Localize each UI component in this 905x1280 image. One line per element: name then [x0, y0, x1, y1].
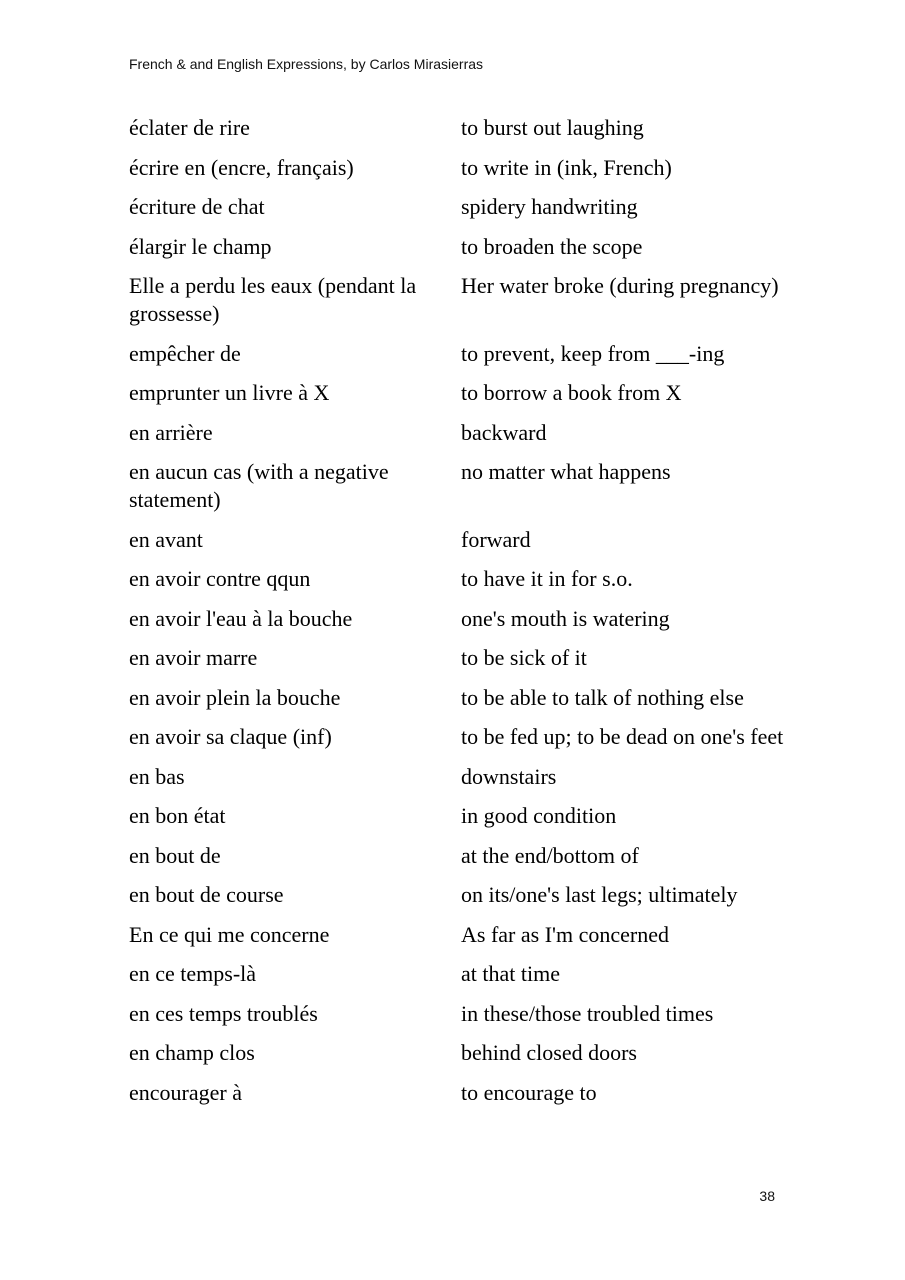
expression-row	[129, 800, 789, 840]
french-expression: en bas	[129, 763, 185, 789]
expression-row	[129, 524, 789, 564]
expression-row	[129, 112, 789, 152]
expression-row	[129, 1037, 789, 1077]
french-expression: écrire en (encre, français)	[129, 154, 354, 180]
english-translation: spidery handwriting	[461, 194, 638, 219]
english-translation: forward	[461, 526, 531, 552]
french-expression: encourager à	[129, 1079, 242, 1105]
english-translation: behind closed doors	[461, 1040, 637, 1065]
english-translation: backward	[461, 419, 547, 445]
english-translation: As far as I'm concerned	[461, 921, 669, 947]
english-translation: to encourage to	[461, 1079, 597, 1105]
expression-row	[129, 919, 789, 959]
english-translation: to be sick of it	[461, 645, 587, 670]
english-translation: to write in (ink, French)	[461, 154, 672, 180]
expression-row	[129, 417, 789, 457]
french-expression: élargir le champ	[129, 233, 272, 259]
french-expression: emprunter un livre à X	[129, 380, 330, 405]
expression-row	[129, 456, 789, 524]
french-expression: en ces temps troublés	[129, 1000, 318, 1026]
english-translation: at the end/bottom of	[461, 842, 639, 868]
french-expression: en aucun cas (with a negative statement)	[129, 459, 389, 512]
expression-row	[129, 642, 789, 682]
expression-row	[129, 998, 789, 1038]
english-translation: to be able to talk of nothing else	[461, 684, 744, 710]
expression-row	[129, 761, 789, 801]
english-translation: to burst out laughing	[461, 115, 644, 140]
french-expression: en champ clos	[129, 1040, 255, 1065]
english-translation: to borrow a book from X	[461, 380, 682, 405]
english-translation: in these/those troubled times	[461, 1000, 714, 1026]
english-translation: on its/one's last legs; ultimately	[461, 882, 738, 907]
english-translation: one's mouth is watering	[461, 605, 670, 631]
expression-row	[129, 338, 789, 378]
french-expression: En ce qui me concerne	[129, 921, 330, 947]
french-expression: empêcher de	[129, 340, 241, 366]
expression-row	[129, 840, 789, 880]
english-translation: at that time	[461, 961, 560, 986]
expression-row	[129, 603, 789, 643]
french-expression: en avant	[129, 526, 203, 552]
expression-row	[129, 231, 789, 271]
english-translation: to have it in for s.o.	[461, 566, 633, 591]
french-expression: écriture de chat	[129, 194, 265, 219]
expression-row	[129, 563, 789, 603]
french-expression: en avoir sa claque (inf)	[129, 724, 332, 749]
english-translation: in good condition	[461, 803, 617, 828]
expression-row	[129, 377, 789, 417]
french-expression: en bout de course	[129, 882, 284, 907]
english-translation: to broaden the scope	[461, 233, 643, 259]
english-translation: downstairs	[461, 763, 557, 789]
french-expression: en bout de	[129, 842, 221, 868]
french-expression: en avoir plein la bouche	[129, 684, 341, 710]
english-translation: no matter what happens	[461, 459, 671, 484]
french-expression: en avoir contre qqun	[129, 566, 311, 591]
page-number: 38	[759, 1188, 775, 1204]
french-expression: en bon état	[129, 803, 226, 828]
french-expression: en arrière	[129, 419, 213, 445]
running-header: French & and English Expressions, by Carlos Mirasierras	[129, 56, 484, 72]
english-translation: Her water broke (during pregnancy)	[461, 273, 779, 298]
expression-row	[129, 191, 789, 231]
french-expression: éclater de rire	[129, 115, 250, 140]
expression-row	[129, 879, 789, 919]
english-translation: to be fed up; to be dead on one's feet	[461, 724, 784, 749]
french-expression: Elle a perdu les eaux (pendant la grossesse)	[129, 273, 417, 326]
expression-row	[129, 958, 789, 998]
french-expression: en avoir marre	[129, 645, 258, 670]
expression-row	[129, 721, 789, 761]
expression-row	[129, 270, 789, 338]
expression-row	[129, 1077, 789, 1117]
expression-row	[129, 152, 789, 192]
french-expression: en ce temps-là	[129, 961, 257, 986]
french-expression: en avoir l'eau à la bouche	[129, 605, 353, 631]
english-translation: to prevent, keep from ___-ing	[461, 340, 725, 366]
expression-row	[129, 682, 789, 722]
expression-list	[129, 112, 789, 1116]
